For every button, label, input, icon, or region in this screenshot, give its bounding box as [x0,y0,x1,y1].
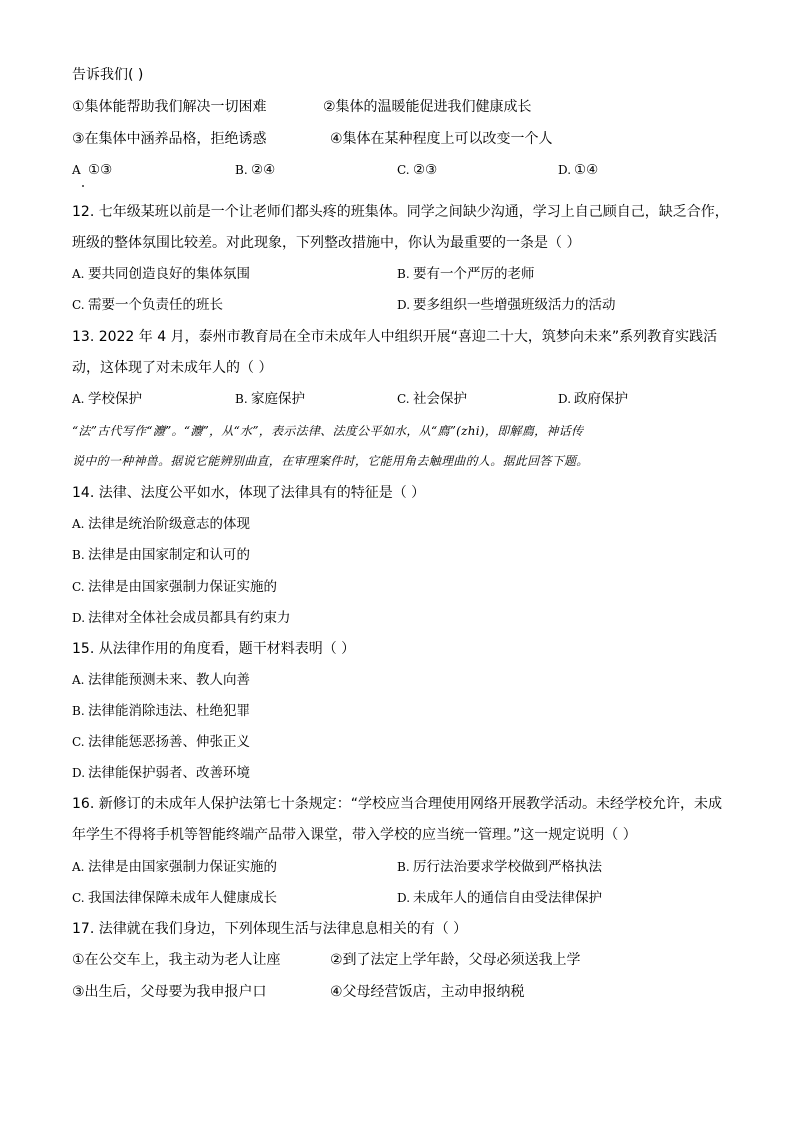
q16-stem-line-2: 年学生不得将手机等智能终端产品带入课堂，带入学校的应当统一管理。”这一规定说明（ ） [72,827,637,843]
q14-stem: 14. 法律、法度公平如水，体现了法律具有的特征是（ ） [72,485,426,501]
q12-option-c[interactable]: C. 需要一个负责任的班长 [72,297,223,313]
q17-statement-1: ①在公交车上，我主动为老人让座 [72,952,281,968]
material-line-1: “法”古代写作“灋”。“灋”，从“水”，表示法律、法度公平如水，从“廌”(zhi)，即解廌，神话传 [72,424,584,438]
q13-option-b[interactable]: B. 家庭保护 [235,391,305,407]
q11-option-b[interactable]: B. ②④ [235,162,276,178]
q13-option-d[interactable]: D. 政府保护 [558,391,628,407]
q17-statement-4: ④父母经营饭店，主动申报纳税 [330,984,525,1000]
q12-option-b[interactable]: B. 要有一个严厉的老师 [397,266,535,282]
q11-option-d[interactable]: D. ①④ [558,162,599,178]
q16-stem-line-1: 16. 新修订的未成年人保护法第七十条规定：“学校应当合理使用网络开展教学活动。未经学校允许，未成 [72,796,722,812]
q15-option-a[interactable]: A. 法律能预测未来、教人向善 [72,672,250,688]
q12-option-d[interactable]: D. 要多组织一些增强班级活力的活动 [397,297,616,313]
q11-statement-2: ②集体的温暖能促进我们健康成长 [323,99,532,115]
q13-option-c[interactable]: C. 社会保护 [397,391,467,407]
material-line-2: 说中的一种神兽。据说它能辨别曲直，在审理案件时，它能用角去触理曲的人。据此回答下题。 [72,454,589,468]
q13-option-a[interactable]: A. 学校保护 [72,391,142,407]
q16-option-c[interactable]: C. 我国法律保障未成年人健康成长 [72,890,277,906]
q12-stem-line-2: 班级的整体氛围比较差。对此现象，下列整改措施中，你认为最重要的一条是（ ） [72,235,581,251]
q14-option-d[interactable]: D. 法律对全体社会成员都具有约束力 [72,610,291,626]
q17-stem: 17. 法律就在我们身边，下列体现生活与法律息息相关的有（ ） [72,921,468,937]
q17-statement-3: ③出生后，父母要为我申报户口 [72,984,267,1000]
q14-option-c[interactable]: C. 法律是由国家强制力保证实施的 [72,579,277,595]
q16-option-d[interactable]: D. 未成年人的通信自由受法律保护 [397,890,602,906]
stray-dot [82,185,84,187]
q17-statement-2: ②到了法定上学年龄，父母必须送我上学 [330,952,581,968]
q11-option-a[interactable]: A ①③ [72,162,113,178]
q15-option-b[interactable]: B. 法律能消除违法、杜绝犯罪 [72,703,250,719]
q13-stem-line-2: 动，这体现了对未成年人的（ ） [72,360,273,376]
q12-option-a[interactable]: A. 要共同创造良好的集体氛围 [72,266,250,282]
q11-option-c[interactable]: C. ②③ [397,162,438,178]
q13-stem-line-1: 13. 2022 年 4 月，泰州市教育局在全市未成年人中组织开展“喜迎二十大，筑梦向未来”系列教育实践活 [72,329,718,345]
q11-statement-4: ④集体在某种程度上可以改变一个人 [330,131,553,147]
q15-option-c[interactable]: C. 法律能惩恶扬善、伸张正义 [72,734,250,750]
q15-option-d[interactable]: D. 法律能保护弱者、改善环境 [72,765,250,781]
q11-statement-1: ①集体能帮助我们解决一切困难 [72,99,267,115]
q15-stem: 15. 从法律作用的角度看，题干材料表明（ ） [72,641,356,657]
q11-statement-3: ③在集体中涵养品格，拒绝诱惑 [72,131,267,147]
q16-option-b[interactable]: B. 厉行法治要求学校做到严格执法 [397,859,602,875]
q11-stem-end: 告诉我们( ) [72,67,144,83]
q14-option-b[interactable]: B. 法律是由国家制定和认可的 [72,547,250,563]
q12-stem-line-1: 12. 七年级某班以前是一个让老师们都头疼的班集体。同学之间缺少沟通，学习上自己顾自己，缺乏合作， [72,204,729,220]
q14-option-a[interactable]: A. 法律是统治阶级意志的体现 [72,516,250,532]
q16-option-a[interactable]: A. 法律是由国家强制力保证实施的 [72,859,277,875]
